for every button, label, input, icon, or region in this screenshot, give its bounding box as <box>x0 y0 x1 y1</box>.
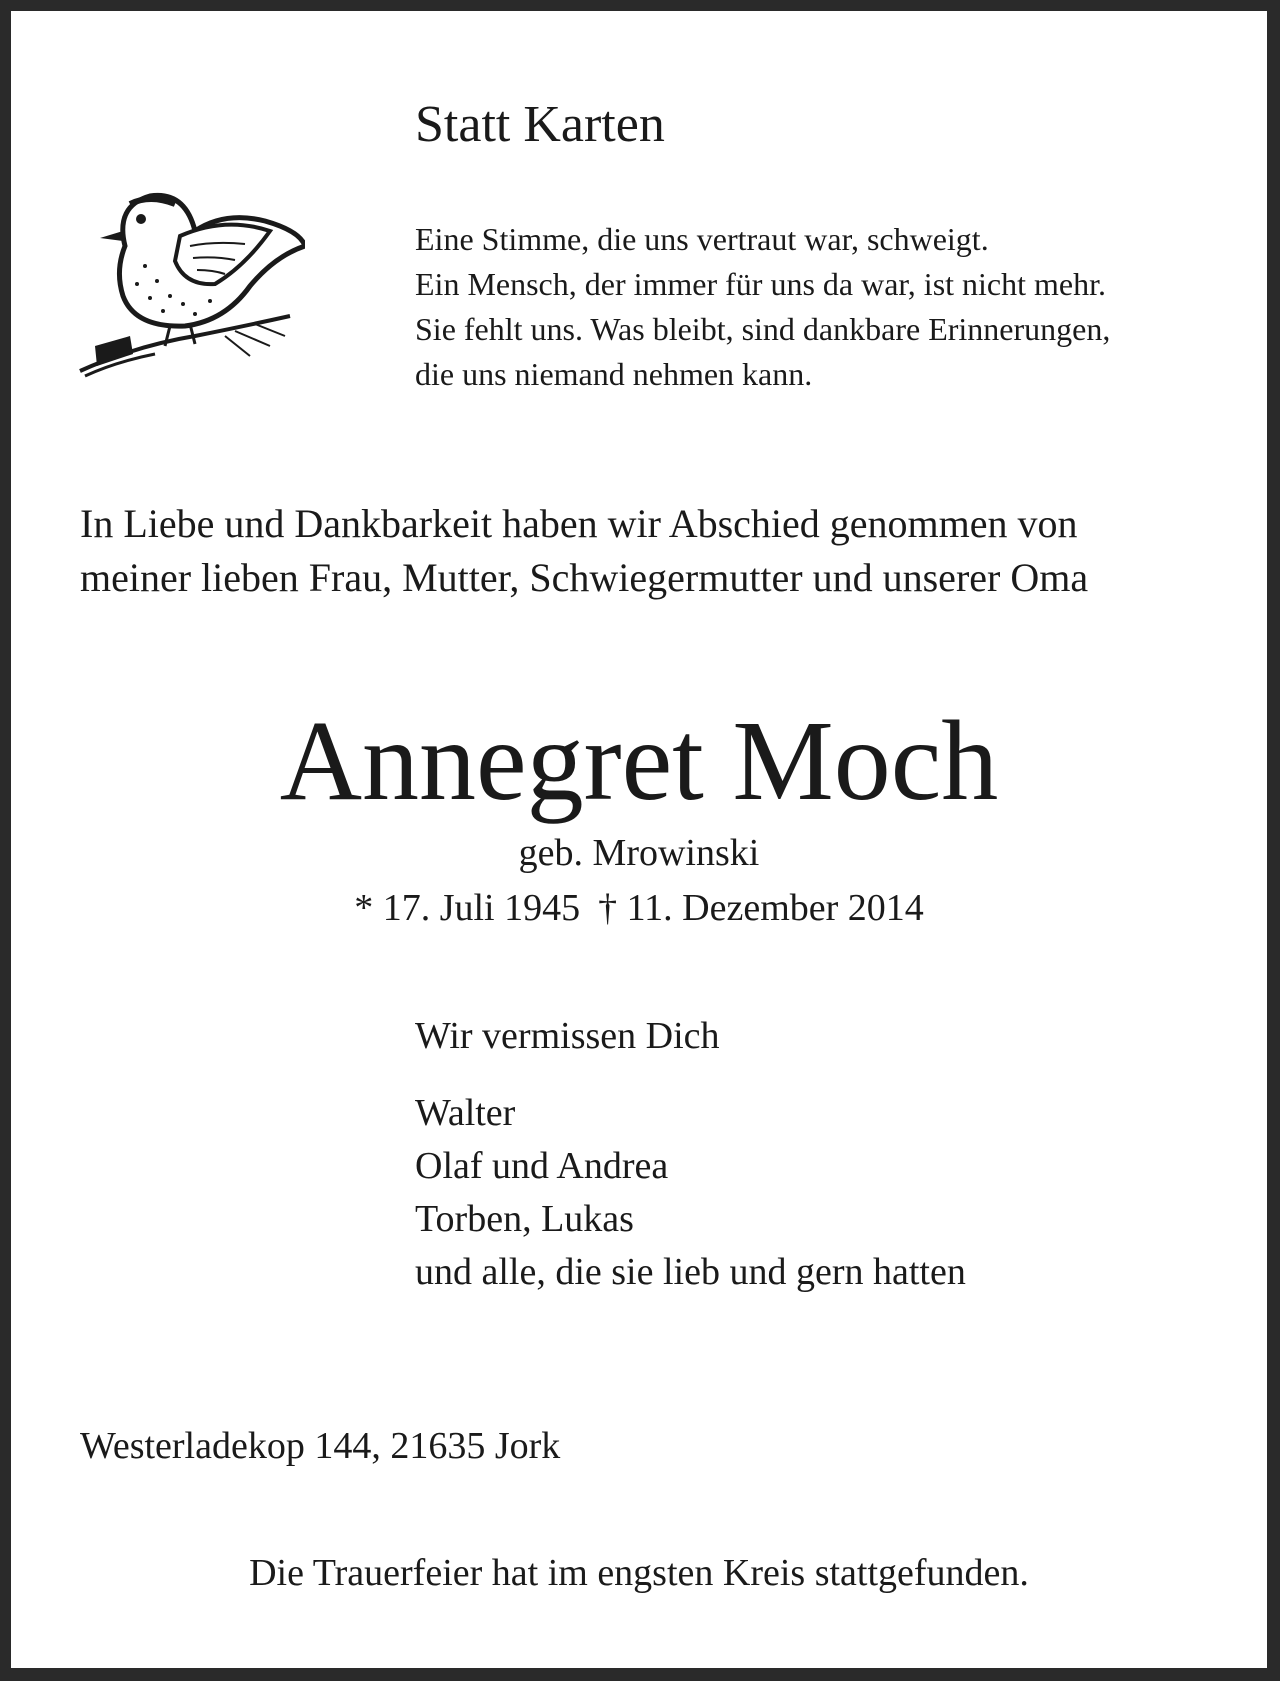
funeral-note: Die Trauerfeier hat im engsten Kreis stattgefunden. <box>249 1552 1029 1594</box>
mourners-list <box>415 1087 966 1299</box>
mourner-entry: Torben, Lukas <box>415 1198 634 1240</box>
intro-text <box>80 497 1210 605</box>
intro-line: In Liebe und Dankbarkeit haben wir Abschied genommen von <box>80 501 1078 546</box>
death-date: † 11. Dezember 2014 <box>598 887 924 929</box>
life-dates <box>11 883 1267 933</box>
mourner-entry: Walter <box>415 1092 516 1134</box>
poem-line: Eine Stimme, die uns vertraut war, schweigt. <box>415 221 989 257</box>
poem-line: Sie fehlt uns. Was bleibt, sind dankbare Erinnerungen, <box>415 311 1111 347</box>
intro-line: meiner lieben Frau, Mutter, Schwiegermutter und unserer Oma <box>80 555 1089 600</box>
mourner-entry: und alle, die sie lieb und gern hatten <box>415 1251 966 1293</box>
deceased-name: Annegret Moch <box>279 697 999 824</box>
bird-illustration-icon <box>75 186 305 396</box>
birth-date: * 17. Juli 1945 <box>354 887 581 929</box>
obituary-card <box>11 11 1267 1668</box>
poem-line: die uns niemand nehmen kann. <box>415 356 813 392</box>
address: Westerladekop 144, 21635 Jork <box>80 1425 561 1467</box>
mourner-entry: Olaf und Andrea <box>415 1145 669 1187</box>
miss-line: Wir vermissen Dich <box>415 1015 720 1057</box>
poem-line: Ein Mensch, der immer für uns da war, ist nicht mehr. <box>415 266 1106 302</box>
maiden-name: geb. Mrowinski <box>518 832 760 874</box>
header-title: Statt Karten <box>415 96 665 153</box>
poem-block <box>415 217 1110 397</box>
